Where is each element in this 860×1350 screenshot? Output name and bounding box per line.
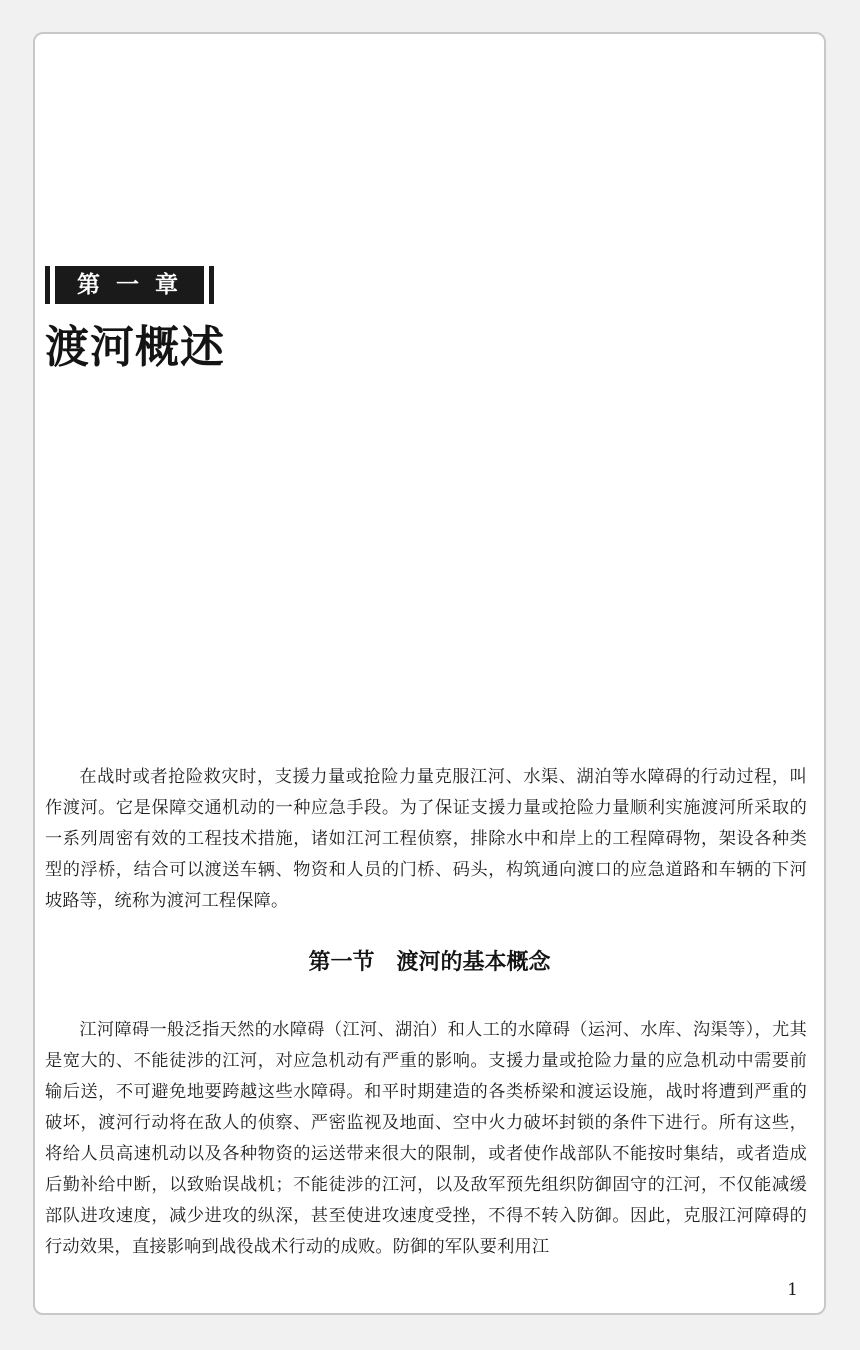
chapter-tag-bar-right — [209, 266, 214, 304]
book-page — [33, 32, 826, 1315]
page-number: 1 — [787, 1280, 798, 1300]
section-title: 第一节 渡河的基本概念 — [308, 949, 551, 975]
section-paragraph: 江河障碍一般泛指天然的水障碍（江河、湖泊）和人工的水障碍（运河、水库、沟渠等），尤其是宽大的、不能徒涉的江河，对应急机动有严重的影响。支援力量或抢险力量的应急机动中需要前输后送，不可避免地要跨越这些水障碍。和平时期建造的各类桥梁和渡运设施，战时将遭到严重的破坏，渡河行动将在敌人的侦察、严密监视及地面、空中火力破坏封锁的条件下进行。所有这些，将给人员高速机动以及各种物资的运送带来很大的限制，或者使作战部队不能按时集结，或者造成后勤补给中断，以致贻误战机；不能徒涉的江河，以及敌军预先组织防御固守的江河，不仅能减缓部队进攻速度，减少进攻的纵深，甚至使进攻速度受挫，不得不转入防御。因此，克服江河障碍的行动效果，直接影响到战役战术行动的成败。防御的军队要利用江 — [45, 1020, 807, 1257]
intro-paragraph: 在战时或者抢险救灾时，支援力量或抢险力量克服江河、水渠、湖泊等水障碍的行动过程，叫作渡河。它是保障交通机动的一种应急手段。为了保证支援力量或抢险力量顺利实施渡河所采取的一系列周密有效的工程技术措施，诸如江河工程侦察，排除水中和岸上的工程障碍物，架设各种类型的浮桥，结合可以渡送车辆、物资和人员的门桥、码头，构筑通向渡口的应急道路和车辆的下河坡路等，统称为渡河工程保障。 — [45, 767, 807, 911]
chapter-tag — [45, 266, 214, 304]
chapter-title: 渡河概述 — [45, 322, 225, 373]
chapter-label: 第 一 章 — [55, 266, 204, 304]
